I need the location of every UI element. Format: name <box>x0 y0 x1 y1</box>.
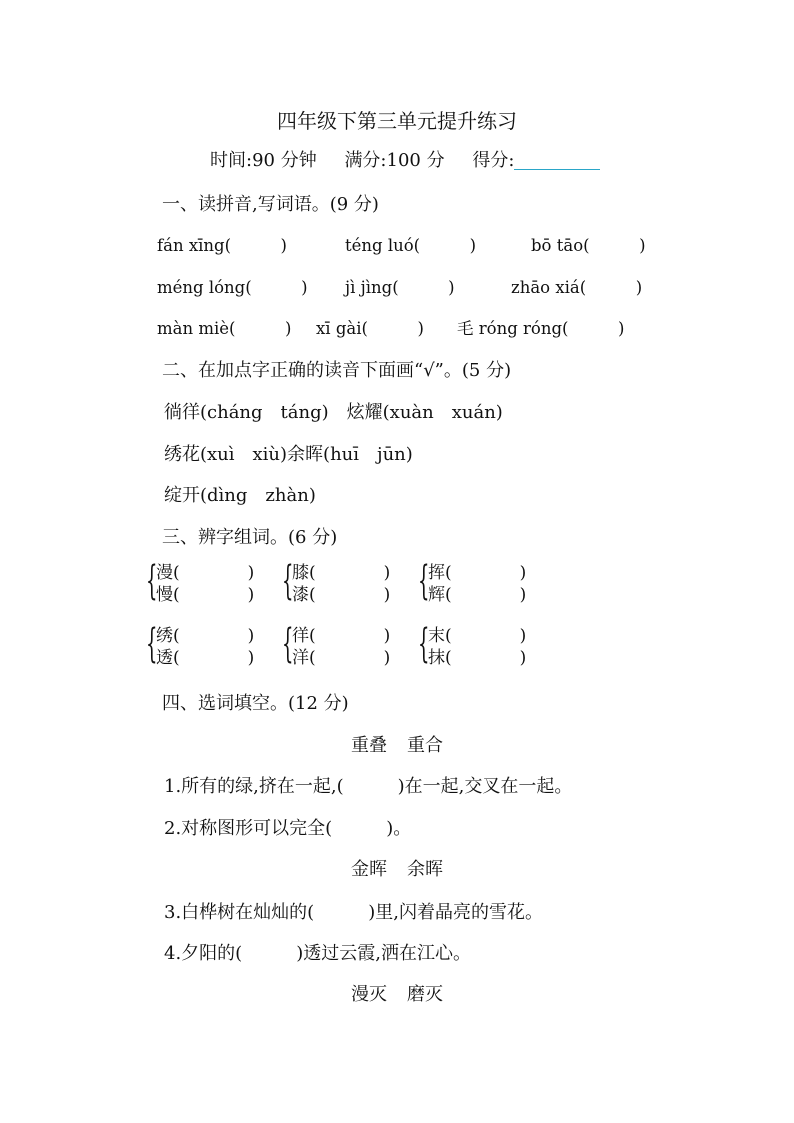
char-item: 膝( ) <box>292 563 391 583</box>
section-4-heading: 四、选词填空。(12 分) <box>162 693 349 714</box>
brace-icon: { <box>146 558 158 604</box>
word-option: 金晖 <box>351 859 387 880</box>
score-label: 得分: <box>472 150 515 171</box>
pinyin-item: 毛 róng róng( ) <box>457 319 625 338</box>
pinyin-item: fán xīng( ) <box>157 236 287 255</box>
char-item: 挥( ) <box>428 563 527 583</box>
char-pair <box>156 625 254 669</box>
char-pair <box>428 625 526 669</box>
char-item: 慢( ) <box>156 585 255 605</box>
reading-choice-line: 绣花(xuì xiù)余晖(huī jūn) <box>164 444 413 465</box>
pinyin-item: jì jìng( ) <box>345 278 455 297</box>
full-score: 满分:100 分 <box>344 150 445 171</box>
fill-question: 2.对称图形可以完全( )。 <box>164 818 412 839</box>
fill-question: 4.夕阳的( )透过云霞,洒在江心。 <box>164 943 471 964</box>
time-limit: 时间:90 分钟 <box>210 150 317 171</box>
reading-choice-line: 徜徉(cháng táng) 炫耀(xuàn xuán) <box>164 402 503 423</box>
word-option: 重合 <box>407 735 443 756</box>
word-option: 重叠 <box>351 735 387 756</box>
char-item: 洋( ) <box>292 648 391 668</box>
brace-icon: { <box>418 558 430 604</box>
fill-question: 3.白桦树在灿灿的( )里,闪着晶亮的雪花。 <box>164 902 543 923</box>
word-option: 磨灭 <box>407 984 443 1005</box>
char-pair <box>428 562 526 606</box>
char-item: 徉( ) <box>292 626 391 646</box>
pinyin-item: méng lóng( ) <box>157 278 308 297</box>
section-3-heading: 三、辨字组词。(6 分) <box>162 527 338 548</box>
reading-choice-line: 绽开(dìng zhàn) <box>164 485 316 506</box>
pinyin-item: màn miè( ) <box>157 319 292 338</box>
char-item: 漆( ) <box>292 585 391 605</box>
word-option: 余晖 <box>407 859 443 880</box>
char-item: 末( ) <box>428 626 527 646</box>
char-pair <box>292 562 390 606</box>
word-choice-pair <box>0 980 794 1006</box>
pinyin-item: zhāo xiá( ) <box>511 278 643 297</box>
fill-question: 1.所有的绿,挤在一起,( )在一起,交叉在一起。 <box>164 776 573 797</box>
score-blank[interactable] <box>514 149 600 170</box>
exam-meta <box>210 146 600 172</box>
word-choice-pair <box>0 731 794 757</box>
section-2-heading: 二、在加点字正确的读音下面画“√”。(5 分) <box>162 360 512 381</box>
pinyin-item: bō tāo( ) <box>531 236 646 255</box>
char-item: 漫( ) <box>156 563 255 583</box>
brace-icon: { <box>282 621 294 667</box>
word-option: 漫灭 <box>351 984 387 1005</box>
char-item: 透( ) <box>156 648 255 668</box>
page-title: 四年级下第三单元提升练习 <box>277 109 517 133</box>
pinyin-item: xī gài( ) <box>316 319 424 338</box>
char-pair <box>156 562 254 606</box>
brace-icon: { <box>418 621 430 667</box>
char-item: 抹( ) <box>428 648 527 668</box>
word-choice-pair <box>0 855 794 881</box>
char-pair <box>292 625 390 669</box>
section-1-heading: 一、读拼音,写词语。(9 分) <box>162 194 379 215</box>
brace-icon: { <box>146 621 158 667</box>
pinyin-item: téng luó( ) <box>345 236 477 255</box>
brace-icon: { <box>282 558 294 604</box>
char-item: 辉( ) <box>428 585 527 605</box>
char-item: 绣( ) <box>156 626 255 646</box>
